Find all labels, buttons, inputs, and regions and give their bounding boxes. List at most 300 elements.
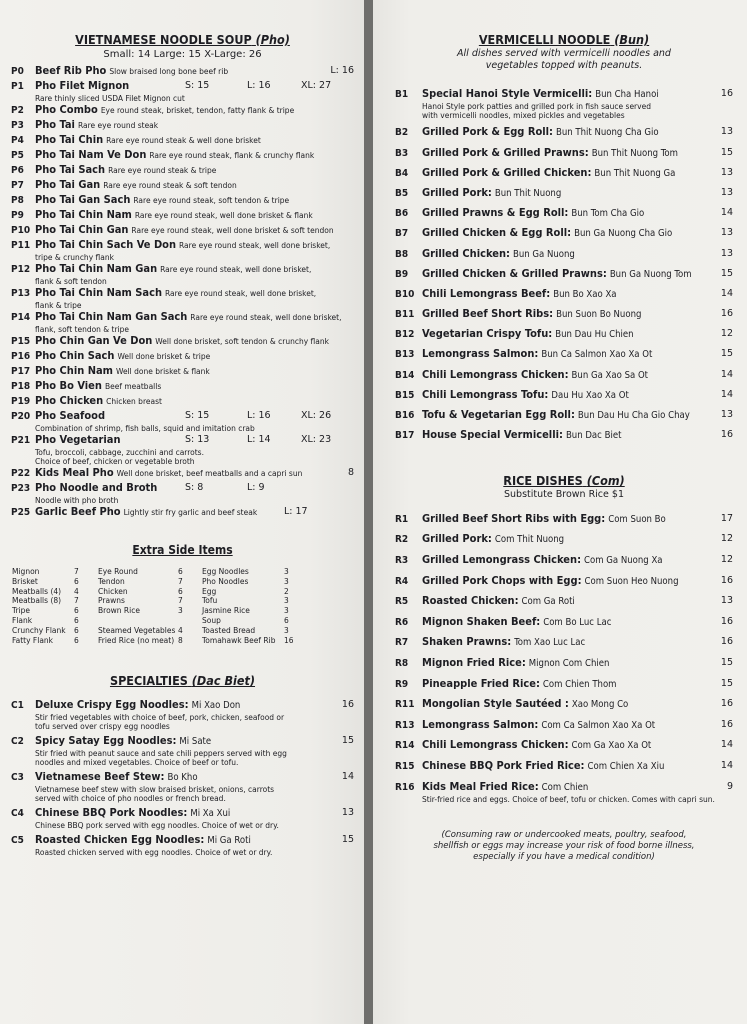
item-viet-name: Xao Mong Co [571,699,629,711]
side-item-price: 6 [74,635,79,645]
menu-item-row [11,79,354,94]
menu-item-row [395,307,733,322]
item-price: 13 [720,227,733,239]
side-item-price: 6 [178,567,183,576]
item-price-large: L: 14 [247,434,271,445]
menu-item-row [11,238,354,253]
extra-side-table [11,567,354,645]
item-name: Pho Tai Chin Nam Sach [35,286,162,299]
side-item-name: Pho Noodles [202,576,249,586]
item-price: 16 [720,88,733,100]
side-item-price: 4 [74,586,79,596]
side-item-name: Tripe [12,606,31,616]
item-code: B7 [395,228,409,240]
item-code: P23 [11,483,31,494]
item-code: B10 [395,288,415,300]
item-price: 16 [720,615,733,627]
item-code: B3 [395,147,409,159]
item-code: P20 [11,411,31,422]
item-name: Mignon Fried Rice: [422,655,526,669]
item-code: P2 [11,105,24,116]
side-item-name: Eye Round [98,567,138,576]
menu-item-row [395,388,733,403]
item-name: Chili Lemongrass Chicken: [422,738,569,752]
item-code: R1 [395,513,409,525]
item-name: Special Hanoi Style Vermicelli: [422,87,593,101]
item-code: P7 [11,180,24,191]
item-code: P14 [11,312,31,323]
item-name: Pho Tai Gan Sach [35,193,131,206]
menu-item-row [395,738,733,753]
item-price-large: L: 16 [247,80,271,91]
item-price: 12 [720,553,733,565]
item-description: Well done brisket, soft tendon & crunchy flank [155,337,329,346]
menu-item-row [11,349,354,364]
menu-item-row [11,193,354,208]
item-code: P16 [11,351,31,362]
item-code: R5 [395,596,409,608]
item-price-small: S: 15 [185,80,210,91]
side-item-price [178,616,202,626]
item-description: Well done brisket & flank [116,367,210,376]
menu-item-row [11,698,354,713]
item-name: Chili Lemongrass Chicken: [422,367,569,381]
side-item-name: Flank [12,615,33,625]
menu-item-row [395,247,733,262]
side-item-name: Brisket [12,576,38,586]
side-item-price: 6 [74,606,79,616]
left-menu-page [0,0,364,1024]
item-viet-name: Bun Dau Hu Chien [555,329,634,341]
item-price: 13 [720,126,733,138]
item-name: Pho Tai Sach [35,163,106,176]
menu-item-row [395,677,733,692]
menu-item-row [11,163,354,178]
item-description-line: Roasted chicken served with egg noodles. Choice of wet or dry. [35,848,273,858]
item-name: Mignon Shaken Beef: [422,614,541,628]
item-code: P21 [11,435,31,446]
menu-item-row [395,574,733,589]
item-code: P11 [11,240,31,251]
item-name: Pho Chin Gan Ve Don [35,334,153,347]
disclaimer-line-1: (Consuming raw or undercooked meats, poultry, seafood, [441,829,687,840]
item-code: C3 [11,772,24,784]
item-viet-name: Mi Xao Don [191,700,241,712]
item-viet-name: Tom Xao Luc Lac [514,637,586,649]
item-price-large: L: 17 [284,506,308,517]
menu-item-row [395,635,733,650]
side-item-name: Mignon [12,567,40,576]
item-name: Grilled Prawns & Egg Roll: [422,206,569,220]
item-name: Pho Chin Nam [35,364,113,377]
item-description: Rare eye round steak, well done brisket & soft tendon [131,226,334,235]
item-description: Eye round steak, brisket, tendon, fatty flank & tripe [100,106,295,115]
item-price: 15 [341,735,354,747]
menu-item-row [395,553,733,568]
item-code: B12 [395,329,415,341]
menu-item-row [395,368,733,383]
item-name: Pho Vegetarian [35,433,121,446]
item-description-line: Combination of shrimp, fish balls, squid and imitation crab [35,424,255,433]
item-name: Pho Tai Chin Nam [35,208,132,221]
menu-item-row [395,125,733,140]
menu-item-row [11,334,354,349]
item-name: Grilled Beef Short Ribs: [422,307,554,321]
side-item-name: Egg [202,586,217,596]
item-description: Beef meatballs [104,382,162,391]
side-item-price: 3 [284,625,289,635]
side-item-price: 3 [284,596,289,606]
item-name: Grilled Chicken & Egg Roll: [422,226,572,240]
item-name: Grilled Beef Short Ribs with Egg: [422,511,606,525]
item-viet-name: Com Chien [541,781,589,793]
menu-item-row [11,409,354,424]
item-price-xlarge: XL: 23 [301,434,332,445]
item-viet-name: Bun Cha Hanoi [595,89,659,101]
item-name: Pho Noodle and Broth [35,481,158,494]
item-name: Grilled Pork: [422,185,492,199]
item-name: Spicy Satay Egg Noodles: [35,734,177,748]
pho-size-prices: Small: 14 Large: 15 X-Large: 26 [103,49,262,60]
item-code: R6 [395,616,409,628]
item-description-line: Choice of beef, chicken or vegetable broth [35,457,195,466]
side-item-name: Meatballs (4) [12,586,62,596]
item-code: B13 [395,349,415,361]
item-code: B15 [395,389,415,401]
item-code: R3 [395,554,409,566]
item-name: Lemongrass Salmon: [422,717,539,731]
item-viet-name: Mi Sate [179,736,212,748]
item-name: Grilled Chicken & Grilled Prawns: [422,266,607,280]
item-price: 8 [347,467,354,478]
item-description-line: noodles and mixed vegetables. Choice of beef or tofu. [35,758,239,768]
menu-item-row [395,594,733,609]
item-code: B5 [395,187,409,199]
item-viet-name: Bun Ga Nuong Cha Gio [574,228,673,240]
item-price: 13 [720,409,733,420]
menu-item-row [11,394,354,409]
pho-item-list [11,64,354,520]
item-code: R8 [395,657,409,669]
item-code: B4 [395,167,409,179]
item-price-large: L: 9 [247,482,265,493]
item-code: P6 [11,165,24,176]
item-name: Pho Tai Nam Ve Don [35,148,147,161]
item-viet-name: Com Chien Thom [542,678,617,690]
item-viet-name: Bun Suon Bo Nuong [556,309,642,321]
item-description-line: Stir fried vegetables with choice of beef, pork, chicken, seafood or [35,713,285,723]
vermicelli-section-title: VERMICELLI NOODLE (Bun) [478,32,650,47]
vermicelli-subtitle-2: vegetables topped with peanuts. [485,60,643,71]
item-viet-name: Com Suon Bo [608,513,666,525]
item-name: Vegetarian Crispy Tofu: [422,327,553,341]
item-viet-name: Bun Ga Xao Sa Ot [571,369,649,381]
menu-item-row [11,223,354,238]
item-code: B9 [395,268,409,280]
item-name: Pho Tai Gan [35,178,101,191]
item-code: P4 [11,135,24,146]
item-name: Chili Lemongrass Beef: [422,286,551,300]
item-price-small: S: 8 [185,482,204,493]
item-name: Roasted Chicken: [422,594,519,608]
side-item-name: Prawns [98,596,125,606]
item-price: 16 [720,718,733,730]
menu-item-row [395,87,733,102]
item-viet-name: Com Thit Nuong [494,534,565,546]
item-code: P13 [11,288,31,299]
vermicelli-item-list [395,87,733,443]
disclaimer-line-2: shellfish or eggs may increase your risk of food borne illness, [433,840,695,851]
item-viet-name: Com Chien Xa Xiu [587,760,665,772]
side-item-name: Meatballs (8) [12,596,62,606]
item-name: Pho Filet Mignon [35,79,130,92]
item-name: Kids Meal Pho [35,466,114,479]
item-code: B2 [395,127,409,139]
side-item-price: 6 [74,576,79,586]
item-name: Pho Tai Chin [35,133,104,146]
menu-item-row [395,615,733,630]
specialties-title: SPECIALTIES (Dac Biet) [109,673,256,689]
item-description: Rare eye round steak & soft tendon [103,181,237,190]
side-item-name: Steamed Vegetables [98,625,176,635]
item-name: Chinese BBQ Pork Fried Rice: [422,758,585,772]
item-code: C1 [11,700,24,712]
item-name: Chinese BBQ Pork Noodles: [35,806,188,820]
item-code: R11 [395,699,415,711]
menu-item-row [11,833,354,848]
item-viet-name: Com Bo Luc Lac [543,616,612,628]
side-item-price: 7 [178,596,183,606]
item-price-xlarge: XL: 26 [301,410,332,421]
item-code: C5 [11,835,24,847]
menu-item-row [395,408,733,423]
item-name: Pho Tai Chin Nam Gan Sach [35,310,188,323]
side-item-name: Chicken [98,586,128,596]
item-price: 14 [720,368,733,380]
item-description: Well done brisket & tripe [117,352,211,361]
side-item-price: 3 [284,567,289,576]
item-code: P8 [11,195,24,206]
item-name: House Special Vermicelli: [422,428,563,442]
item-price-small: S: 13 [185,434,210,445]
item-description: Rare eye round steak, well done brisket, [165,289,317,298]
item-price: 14 [720,388,733,400]
item-code: B11 [395,309,415,321]
menu-item-row [11,310,354,325]
item-code: R7 [395,637,409,649]
item-viet-name: Com Ga Roti [521,596,575,608]
item-price: 13 [720,166,733,178]
item-viet-name: Com Ga Nuong Xa [584,554,663,566]
item-code: R15 [395,760,415,772]
item-viet-name: Dau Hu Xao Xa Ot [551,389,629,401]
item-code: P18 [11,381,31,392]
item-price: 9 [726,780,733,792]
item-viet-name: Bun Ga Nuong [512,248,575,260]
item-viet-name: Mi Xa Xui [190,808,231,820]
item-name: Grilled Chicken: [422,246,510,260]
item-description: Rare eye round steak & tripe [108,166,217,175]
item-code: P19 [11,396,31,407]
menu-item-row [395,512,733,527]
item-description: Lightly stir fry garlic and beef steak [123,508,258,517]
item-viet-name: Com Suon Heo Nuong [584,575,679,587]
item-viet-name: Bun Dac Biet [565,430,622,442]
item-name: Grilled Pork: [422,532,492,546]
item-price: 16 [720,308,733,320]
right-menu-page [373,0,747,1024]
item-price: 16 [720,429,733,441]
item-description: Rare eye round steak, well done brisket, [179,241,331,250]
item-name: Roasted Chicken Egg Noodles: [35,833,205,847]
menu-item-row [11,286,354,301]
item-name: Garlic Beef Pho [35,505,121,518]
item-description-line: Vietnamese beef stew with slow braised brisket, onions, carrots [35,785,275,795]
menu-item-row [11,133,354,148]
menu-item-row [11,806,354,821]
item-code: P3 [11,120,24,131]
item-code: B1 [395,89,409,101]
item-name: Shaken Prawns: [422,635,512,649]
item-description: Chicken breast [106,397,162,406]
menu-item-row [11,103,354,118]
item-description: Rare eye round steak, soft tendon & tripe [133,196,290,205]
side-item-name: Egg Noodles [202,567,249,576]
side-item-price: 6 [74,615,79,625]
item-name: Pho Chicken [35,394,104,407]
side-item-name: Soup [202,615,221,625]
side-item-price: 6 [74,625,79,635]
menu-item-row [11,178,354,193]
item-price: 15 [720,146,733,158]
item-name: Pineapple Fried Rice: [422,676,540,690]
menu-item-row [11,208,354,223]
menu-item-row [11,433,354,448]
menu-item-row [11,379,354,394]
rice-subtitle: Substitute Brown Rice $1 [504,489,624,501]
item-price: 16 [720,636,733,648]
item-description-line: Noodle with pho broth [35,496,119,505]
item-price-large: L: 16 [247,410,271,421]
item-price: 14 [720,207,733,219]
item-price: 13 [720,186,733,198]
item-price: 14 [720,759,733,771]
item-description: Well done brisket, beef meatballs and a capri sun [116,469,303,478]
menu-item-row [11,505,354,520]
side-item-name: Tofu [202,596,218,606]
side-item-price: 3 [178,606,183,616]
menu-item-row [395,759,733,774]
item-description-line: Chinese BBQ pork served with egg noodles. Choice of wet or dry. [35,821,279,831]
item-code: B14 [395,369,415,381]
item-code: B6 [395,208,409,220]
item-code: P0 [11,66,24,77]
item-code: P22 [11,468,31,479]
item-code: R14 [395,740,415,752]
item-viet-name: Bun Tom Cha Gio [571,208,645,220]
item-name: Beef Rib Pho [35,64,107,77]
item-name: Vietnamese Beef Stew: [35,770,165,784]
menu-item-row [11,64,354,79]
item-name: Mongolian Style Sautéed : [422,697,569,711]
item-viet-name: Com Ca Salmon Xao Xa Ot [541,719,656,731]
item-code: P10 [11,225,31,236]
menu-item-row [395,186,733,201]
item-code: P25 [11,507,31,518]
side-item-price: 6 [178,586,183,596]
item-description: Rare eye round steak & well done brisket [106,136,261,145]
item-code: B17 [395,430,415,442]
pho-section-title: VIETNAMESE NOODLE SOUP (Pho) [75,32,290,47]
item-viet-name: Bun Thit Nuong Tom [591,147,678,159]
item-code: P12 [11,264,31,275]
menu-item-row [395,532,733,547]
item-price: 14 [720,287,733,299]
item-description-line: Hanoi Style pork patties and grilled pork in fish sauce served [422,102,651,112]
item-code: R9 [395,678,409,690]
item-viet-name: Mignon Com Chien [528,657,610,669]
item-description-line: with vermicelli noodles, mixed pickles and vegetables [422,111,625,121]
side-item-price: 7 [74,567,79,576]
item-name: Pho Tai [35,118,75,131]
side-item-price: 3 [284,606,289,616]
menu-item-row [395,697,733,712]
item-code: P1 [11,81,24,92]
menu-item-row [395,428,733,443]
item-code: B8 [395,248,409,260]
side-item-name: Brown Rice [98,606,140,616]
item-name: Grilled Pork & Grilled Chicken: [422,165,592,179]
side-item-price: 3 [284,576,289,586]
item-description-line: flank, soft tendon & tripe [35,325,130,334]
item-description-line: Stir-fried rice and eggs. Choice of beef, tofu or chicken. Comes with capri sun. [422,794,715,804]
menu-item-row [395,718,733,733]
item-name: Chili Lemongrass Tofu: [422,387,549,401]
item-viet-name: Bun Bo Xao Xa [553,288,617,300]
menu-item-row [11,148,354,163]
side-item-price: 7 [178,576,183,586]
item-price-small: S: 15 [185,410,210,421]
menu-item-row [395,347,733,362]
menu-item-row [395,327,733,342]
item-viet-name: Com Ga Xao Xa Ot [571,740,652,752]
item-price: 13 [720,247,733,259]
menu-item-row [395,226,733,241]
menu-item-row [11,770,354,785]
item-name: Grilled Pork & Grilled Prawns: [422,145,589,159]
menu-item-row [395,146,733,161]
menu-item-row [395,656,733,671]
rice-item-list [395,512,733,804]
item-viet-name: Mi Ga Roti [207,835,251,847]
menu-item-row [395,780,733,795]
item-viet-name: Bun Dau Hu Cha Gio Chay [577,410,690,421]
side-item-name: Fatty Flank [12,635,54,645]
item-price: 16 [720,698,733,710]
item-price: 17 [720,512,733,524]
item-viet-name: Bun Ga Nuong Tom [609,268,692,280]
menu-item-row [11,734,354,749]
item-price: 15 [720,677,733,689]
side-item-price: 2 [284,586,289,596]
item-description-line: Tofu, broccoli, cabbage, zucchini and carrots. [35,448,204,457]
item-price: 16 [341,699,354,711]
item-viet-name: Bo Kho [167,772,198,784]
item-viet-name: Bun Thit Nuong [494,187,562,199]
item-code: R13 [395,719,415,731]
side-item-price: 7 [74,596,79,606]
item-price: 15 [720,656,733,668]
